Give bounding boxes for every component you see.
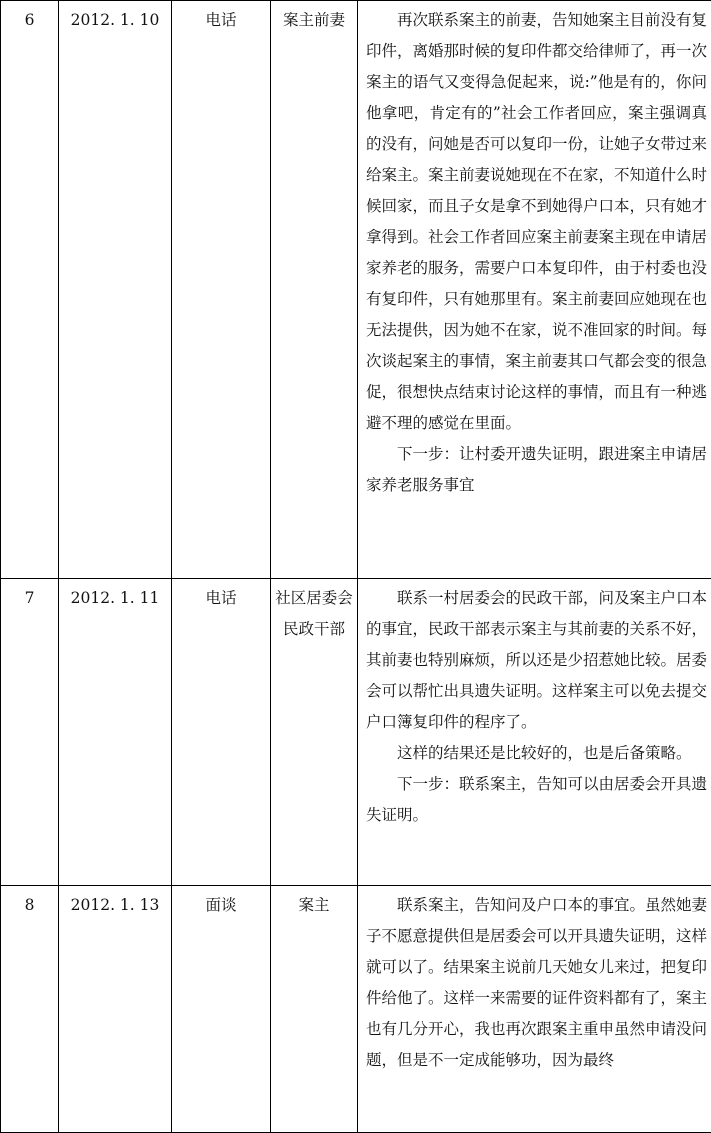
row-number: 8 (1, 886, 59, 1133)
content-paragraph: 下一步：让村委开遗失证明，跟进案主申请居家养老服务事宜 (366, 439, 707, 501)
row-content (358, 886, 711, 1133)
content-paragraph: 联系案主，告知问及户口本的事宜。虽然她妻子不愿意提供但是居委会可以开具遗失证明，这样就可以了。结果案主说前几天她女儿来过，把复印件给他了。这样一来需要的证件资料都有了，案主也有几分开心，我也再次跟案主重申虽然申请没问题，但是不一定成能够功，因为最终 (366, 890, 707, 1076)
row-target: 案主 (271, 886, 358, 1133)
row-number: 7 (1, 579, 59, 886)
table-row (1, 579, 711, 886)
row-method: 电话 (172, 579, 271, 886)
row-date: 2012. 1. 11 (59, 579, 172, 886)
content-paragraph: 下一步：联系案主，告知可以由居委会开具遗失证明。 (366, 769, 707, 831)
row-content (358, 1, 711, 579)
row-number: 6 (1, 1, 59, 579)
row-content (358, 579, 711, 886)
table-row (1, 1, 711, 579)
row-method: 面谈 (172, 886, 271, 1133)
row-date: 2012. 1. 10 (59, 1, 172, 579)
content-paragraph: 再次联系案主的前妻，告知她案主目前没有复印件，离婚那时候的复印件都交给律师了，再一次案主的语气又变得急促起来，说:”他是有的，你问他拿吧，肯定有的”社会工作者回应，案主强调真的没有，问她是否可以复印一份，让她子女带过来给案主。案主前妻说她现在不在家，不知道什么时候回家，而且子女是拿不到她得户口本，只有她才拿得到。社会工作者回应案主前妻案主现在申请居家养老的服务，需要户口本复印件，由于村委也没有复印件，只有她那里有。案主前妻回应她现在也无法提供，因为她不在家，说不准回家的时间。每次谈起案主的事情，案主前妻其口气都会变的很急促，很想快点结束讨论这样的事情，而且有一种逃避不理的感觉在里面。 (366, 5, 707, 439)
content-paragraph: 联系一村居委会的民政干部，问及案主户口本的事宜，民政干部表示案主与其前妻的关系不好，其前妻也特别麻烦，所以还是少招惹她比较。居委会可以帮忙出具遗失证明。这样案主可以免去提交户口簿复印件的程序了。 (366, 583, 707, 738)
row-method: 电话 (172, 1, 271, 579)
row-target: 社区居委会民政干部 (271, 579, 358, 886)
table-row (1, 886, 711, 1133)
row-target: 案主前妻 (271, 1, 358, 579)
row-date: 2012. 1. 13 (59, 886, 172, 1133)
content-paragraph: 这样的结果还是比较好的，也是后备策略。 (366, 738, 707, 769)
